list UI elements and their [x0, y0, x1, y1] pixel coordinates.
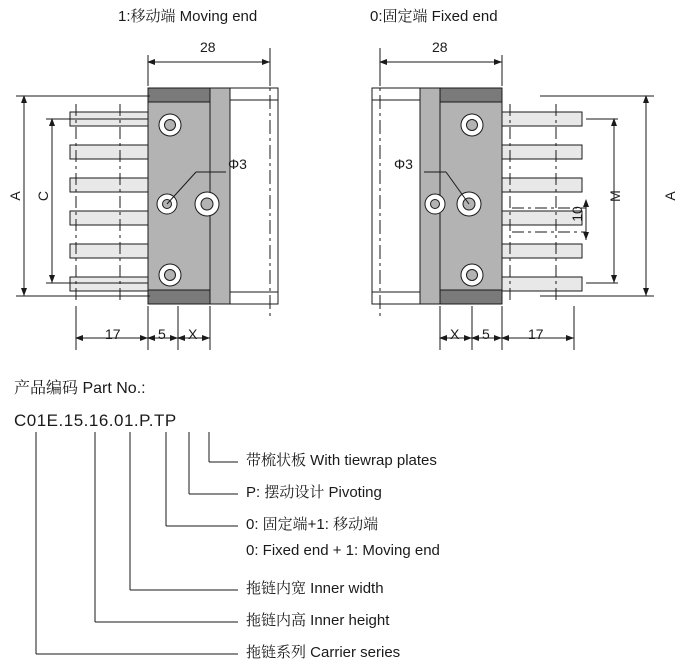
dim-label-5-left: 5	[158, 326, 166, 342]
dim-label-17-right: 17	[528, 326, 544, 342]
legend-item-tiewrap: 带梳状板 With tiewrap plates	[246, 452, 437, 469]
dim-label-5-right: 5	[482, 326, 490, 342]
dim-label-17-left: 17	[105, 326, 121, 342]
heading-moving-end: 1:移动端 Moving end	[118, 8, 258, 25]
dim-label-10-right: 10	[569, 206, 585, 222]
part-no-code: C01E.15.16.01.P.TP	[14, 411, 177, 430]
bottom-dims-right	[440, 306, 574, 350]
dim-label-phi3-left: Φ3	[228, 156, 247, 172]
dim-label-28-right: 28	[432, 39, 448, 55]
dim-label-phi3-right: Φ3	[394, 156, 413, 172]
legend-item-inner-height: 拖链内高 Inner height	[246, 612, 390, 629]
dim-label-A-right: A	[662, 191, 678, 201]
part-no-title: 产品编码 Part No.:	[14, 380, 146, 397]
legend-item-end-en: 0: Fixed end + 1: Moving end	[246, 542, 440, 559]
dim-label-X-left: X	[188, 326, 198, 342]
legend-item-carrier-series: 拖链系列 Carrier series	[246, 644, 401, 661]
dim-label-M-right: M	[607, 190, 623, 202]
heading-fixed-end: 0:固定端 Fixed end	[370, 8, 498, 25]
legend-item-end-cn: 0: 固定端+1: 移动端	[246, 516, 379, 533]
left-tiewrap-plates	[70, 104, 150, 300]
dim-label-A-left: A	[7, 191, 23, 201]
dim-label-X-right: X	[450, 326, 460, 342]
dim-label-28-left: 28	[200, 39, 216, 55]
legend-item-inner-width: 拖链内宽 Inner width	[246, 580, 384, 597]
legend-item-pivoting: P: 摆动设计 Pivoting	[246, 484, 382, 501]
dim-label-C-left: C	[35, 190, 51, 202]
